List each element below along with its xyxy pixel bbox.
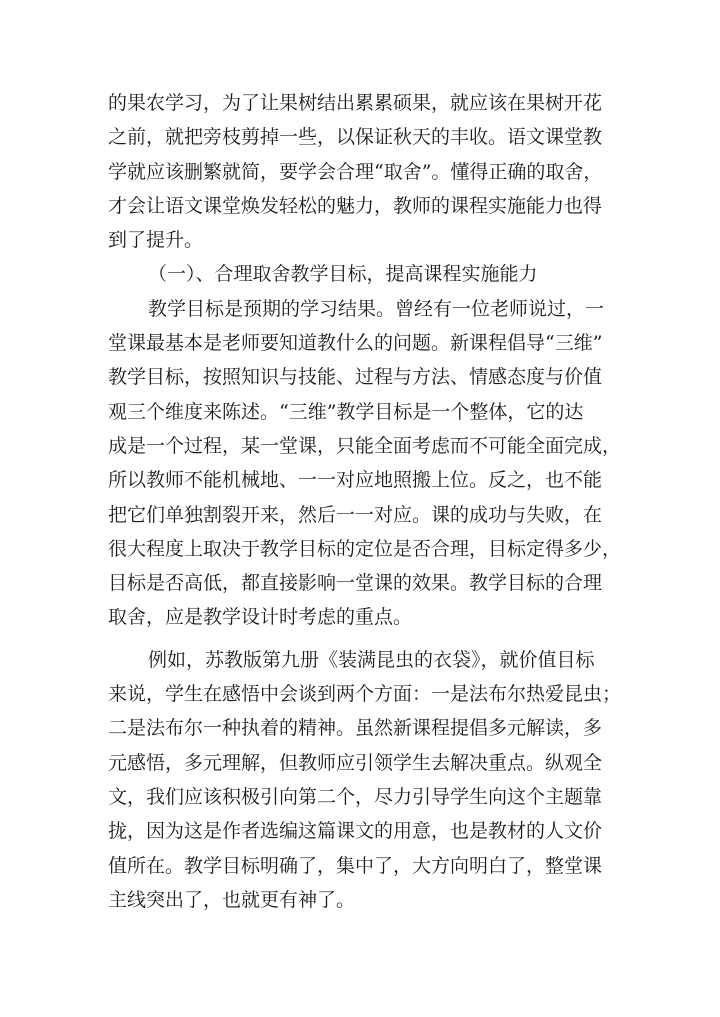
text-line: 观三个维度来陈述。“三维”教学目标是一个整体，它的达 [108,400,584,423]
text-line: 元感悟，多元理解，但教师应引领学生去解决重点。纵观全 [108,751,603,774]
paragraph-teaching-goals [108,292,620,635]
text-line: 才会让语文课堂焕发轻松的魅力，教师的课程实施能力也得 [108,194,603,217]
text-line: 二是法布尔一种执着的精神。虽然新课程提倡多元解读，多 [108,717,603,740]
text-line: 目标是否高低，都直接影响一堂课的效果。教学目标的合理 [108,572,603,595]
paragraph-gap [108,635,620,643]
heading-line: （一）、合理取舍教学目标，提高课程实施能力 [148,263,538,286]
text-line: 文，我们应该积极引向第二个，尽力引导学生向这个主题靠 [108,785,603,808]
text-line: 例如，苏教版第九册《装满昆虫的衣袋》，就价值目标 [148,648,595,671]
text-line: 所以教师不能机械地、一一对应地照搬上位。反之，也不能 [108,469,603,492]
paragraph-intro [108,86,620,257]
text-line: 拢，因为这是作者选编这篇课文的用意，也是教材的人文价 [108,820,603,843]
text-line: 教学目标，按照知识与技能、过程与方法、情感态度与价值 [108,366,603,389]
text-line: 的果农学习，为了让果树结出累累硕果，就应该在果树开花 [108,92,603,114]
paragraph-example [108,643,620,917]
text-line: 很大程度上取决于教学目标的定位是否合理，目标定得多少， [108,537,622,560]
text-line: 学就应该删繁就简，要学会合理“取舍”。懂得正确的取舍， [108,160,603,183]
section-heading [108,257,620,291]
text-line: 成是一个过程，某一堂课，只能全面考虑而不可能全面完成， [108,434,622,457]
text-line: 堂课最基本是老师要知道教什么的问题。新课程倡导“三维” [108,332,603,355]
text-line: 主线突出了，也就更有神了。 [108,888,356,911]
text-line: 取舍，应是教学设计时考虑的重点。 [108,606,413,629]
text-line: 来说，学生在感悟中会谈到两个方面：一是法布尔热爱昆虫； [108,683,622,706]
text-line: 之前，就把旁枝剪掉一些，以保证秋天的丰收。语文课堂教 [108,126,603,149]
text-line: 教学目标是预期的学习结果。曾经有一位老师说过，一 [148,297,605,320]
text-line: 把它们单独割裂开来，然后一一对应。课的成功与失败，在 [108,503,603,526]
text-line: 值所在。教学目标明确了，集中了，大方向明白了，整堂课 [108,854,603,877]
text-line: 到了提升。 [108,229,204,252]
document-page [108,86,620,917]
